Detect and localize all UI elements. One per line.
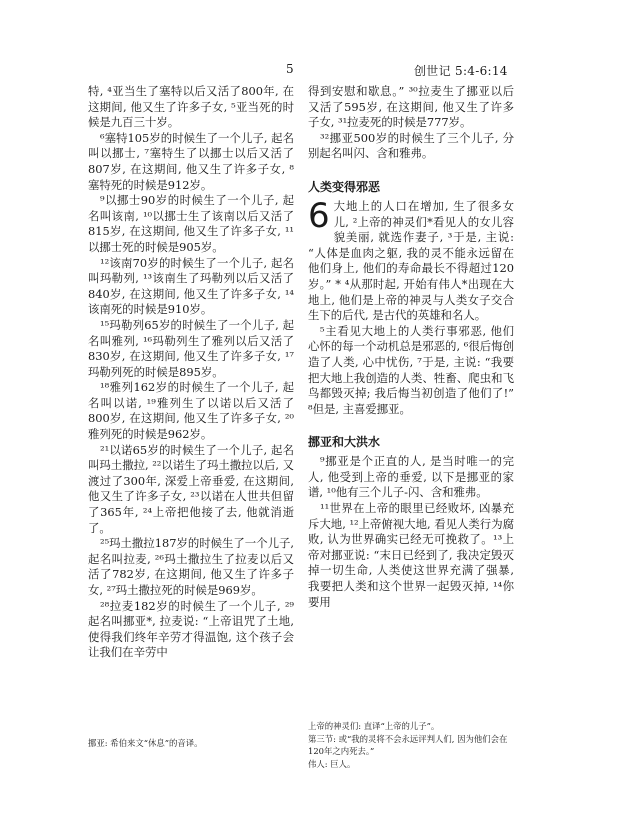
chapter-reference: 创世记 5:4-6:14 — [414, 64, 508, 78]
right-column — [308, 84, 514, 610]
footnote: 伟人: 巨人。 — [308, 758, 356, 769]
verse-paragraph: 大地上的人口在增加, 生了很多女儿, ²上帝的神灵们*看见人的女儿容貌美丽, 就选作妻子, ³于是, 主说: “人体是血肉之躯, 我的灵不能永远留在他们身上, 他们的寿命最长不得超过120岁。” * ⁴从那时起, 开始有伟人*出现在大地上, 他们是上帝的神灵与人类女子交合生下的后代, 是古代的英雄和名人。 — [308, 198, 514, 323]
right-footnotes — [308, 720, 518, 770]
section-heading: 人类变得邪恶 — [308, 179, 381, 194]
chapter-number: 6 — [308, 195, 330, 236]
verse-paragraph: 得到安慰和歇息。” ³⁰拉麦生了挪亚以后又活了595岁, 在这期间, 他又生了许多子女, ³¹拉麦死的时候是777岁。 — [308, 84, 514, 130]
verse-paragraph: ¹⁸雅列162岁的时候生了一个儿子, 起名叫以诺, ¹⁹雅列生了以诺以后又活了800岁, 在这期间, 他又生了许多子女, ²⁰雅列死的时候是962岁。 — [88, 380, 294, 442]
verse-paragraph: ¹²该南70岁的时候生了一个儿子, 起名叫玛勒列, ¹³该南生了玛勒列以后又活了840岁, 在这期间, 他又生了许多子女, ¹⁴该南死的时候是910岁。 — [88, 255, 294, 317]
left-column — [88, 84, 294, 661]
verse-paragraph: 特, ⁴亚当生了塞特以后又活了800年, 在这期间, 他又生了许多子女, ⁵亚当死的时候是九百三十岁。 — [88, 84, 294, 130]
footnote: 上帝的神灵们: 直译“上帝的儿子”。 — [308, 721, 440, 731]
verse-paragraph: ²⁵玛土撒拉187岁的时候生了一个儿子, 起名叫拉麦, ²⁶玛土撒拉生了拉麦以后又活了782岁, 在这期间, 他又生了许多子女, ²⁷玛土撒拉死的时候是969岁。 — [88, 536, 294, 597]
footnote: 挪亚: 希伯来文“休息”的音译。 — [88, 738, 203, 748]
verse-paragraph: ¹¹世界在上帝的眼里已经败坏, 凶暴充斥大地, ¹²上帝俯视大地, 看见人类行为腐败, 认为世界确实已经无可挽救了。¹³上帝对挪亚说: “末日已经到了, 我决定毁灭掉一切生命, 人类使这世界充满了强暴, 我要把人类和这个世界一起毁灭掉, ¹⁴你要用 — [308, 501, 514, 609]
verse-paragraph: ¹⁵玛勒列65岁的时候生了一个儿子, 起名叫雅列, ¹⁶玛勒列生了雅列以后又活了830岁, 在这期间, 他又生了许多子女, ¹⁷玛勒列死的时候是895岁。 — [88, 317, 294, 379]
page-number: 5 — [286, 62, 294, 76]
verse-paragraph: ⁹挪亚是个正直的人, 是当时唯一的完人, 他受到上帝的垂爱, 以下是挪亚的家谱, ¹⁰他有三个儿子-闪、含和雅弗。 — [308, 454, 514, 500]
left-footnote — [88, 737, 298, 750]
verse-paragraph: ²⁸拉麦182岁的时候生了一个儿子, ²⁹起名叫挪亚*, 拉麦说: “上帝诅咒了土地, 使得我们终年辛劳才得温饱, 这个孩子会让我们在辛劳中 — [88, 598, 294, 660]
verse-paragraph: ⁶塞特105岁的时候生了一个儿子, 起名叫以挪士, ⁷塞特生了以挪士以后又活了807岁, 在这期间, 他又生了许多子女, ⁸塞特死的时候是912岁。 — [88, 130, 294, 192]
verse-paragraph: ⁹以挪士90岁的时候生了一个儿子, 起名叫该南, ¹⁰以挪士生了该南以后又活了815岁, 在这期间, 他又生了许多子女, ¹¹以挪士死的时候是905岁。 — [88, 193, 294, 254]
verse-paragraph: ³²挪亚500岁的时候生了三个儿子, 分别起名叫闪、含和雅弗。 — [308, 130, 514, 161]
verse-paragraph: ²¹以诺65岁的时候生了一个儿子, 起名叫玛土撒拉, ²²以诺生了玛土撒拉以后, 又渡过了300年, 深爱上帝垂爱, 在这期间, 他又生了许多子女, ²³以诺在人世共但留了365年, ²⁴上帝把他接了去, 他就消逝了。 — [88, 442, 294, 535]
section-heading: 挪亚和大洪水 — [308, 435, 381, 450]
footnote: 第三节: 或“我的灵将不会永远评判人们, 因为他们会在120年之内死去。” — [308, 733, 508, 756]
verse-paragraph: ⁵主看见大地上的人类行事邪恶, 他们心怀的每一个动机总是邪恶的, ⁶很后悔创造了人类, 心中忧伤, ⁷于是, 主说: “我要把大地上我创造的人类、牲畜、爬虫和飞鸟都毁灭掉; 我后悔当初创造了他们了!” ⁸但是, 主喜爱挪亚。 — [308, 323, 514, 416]
